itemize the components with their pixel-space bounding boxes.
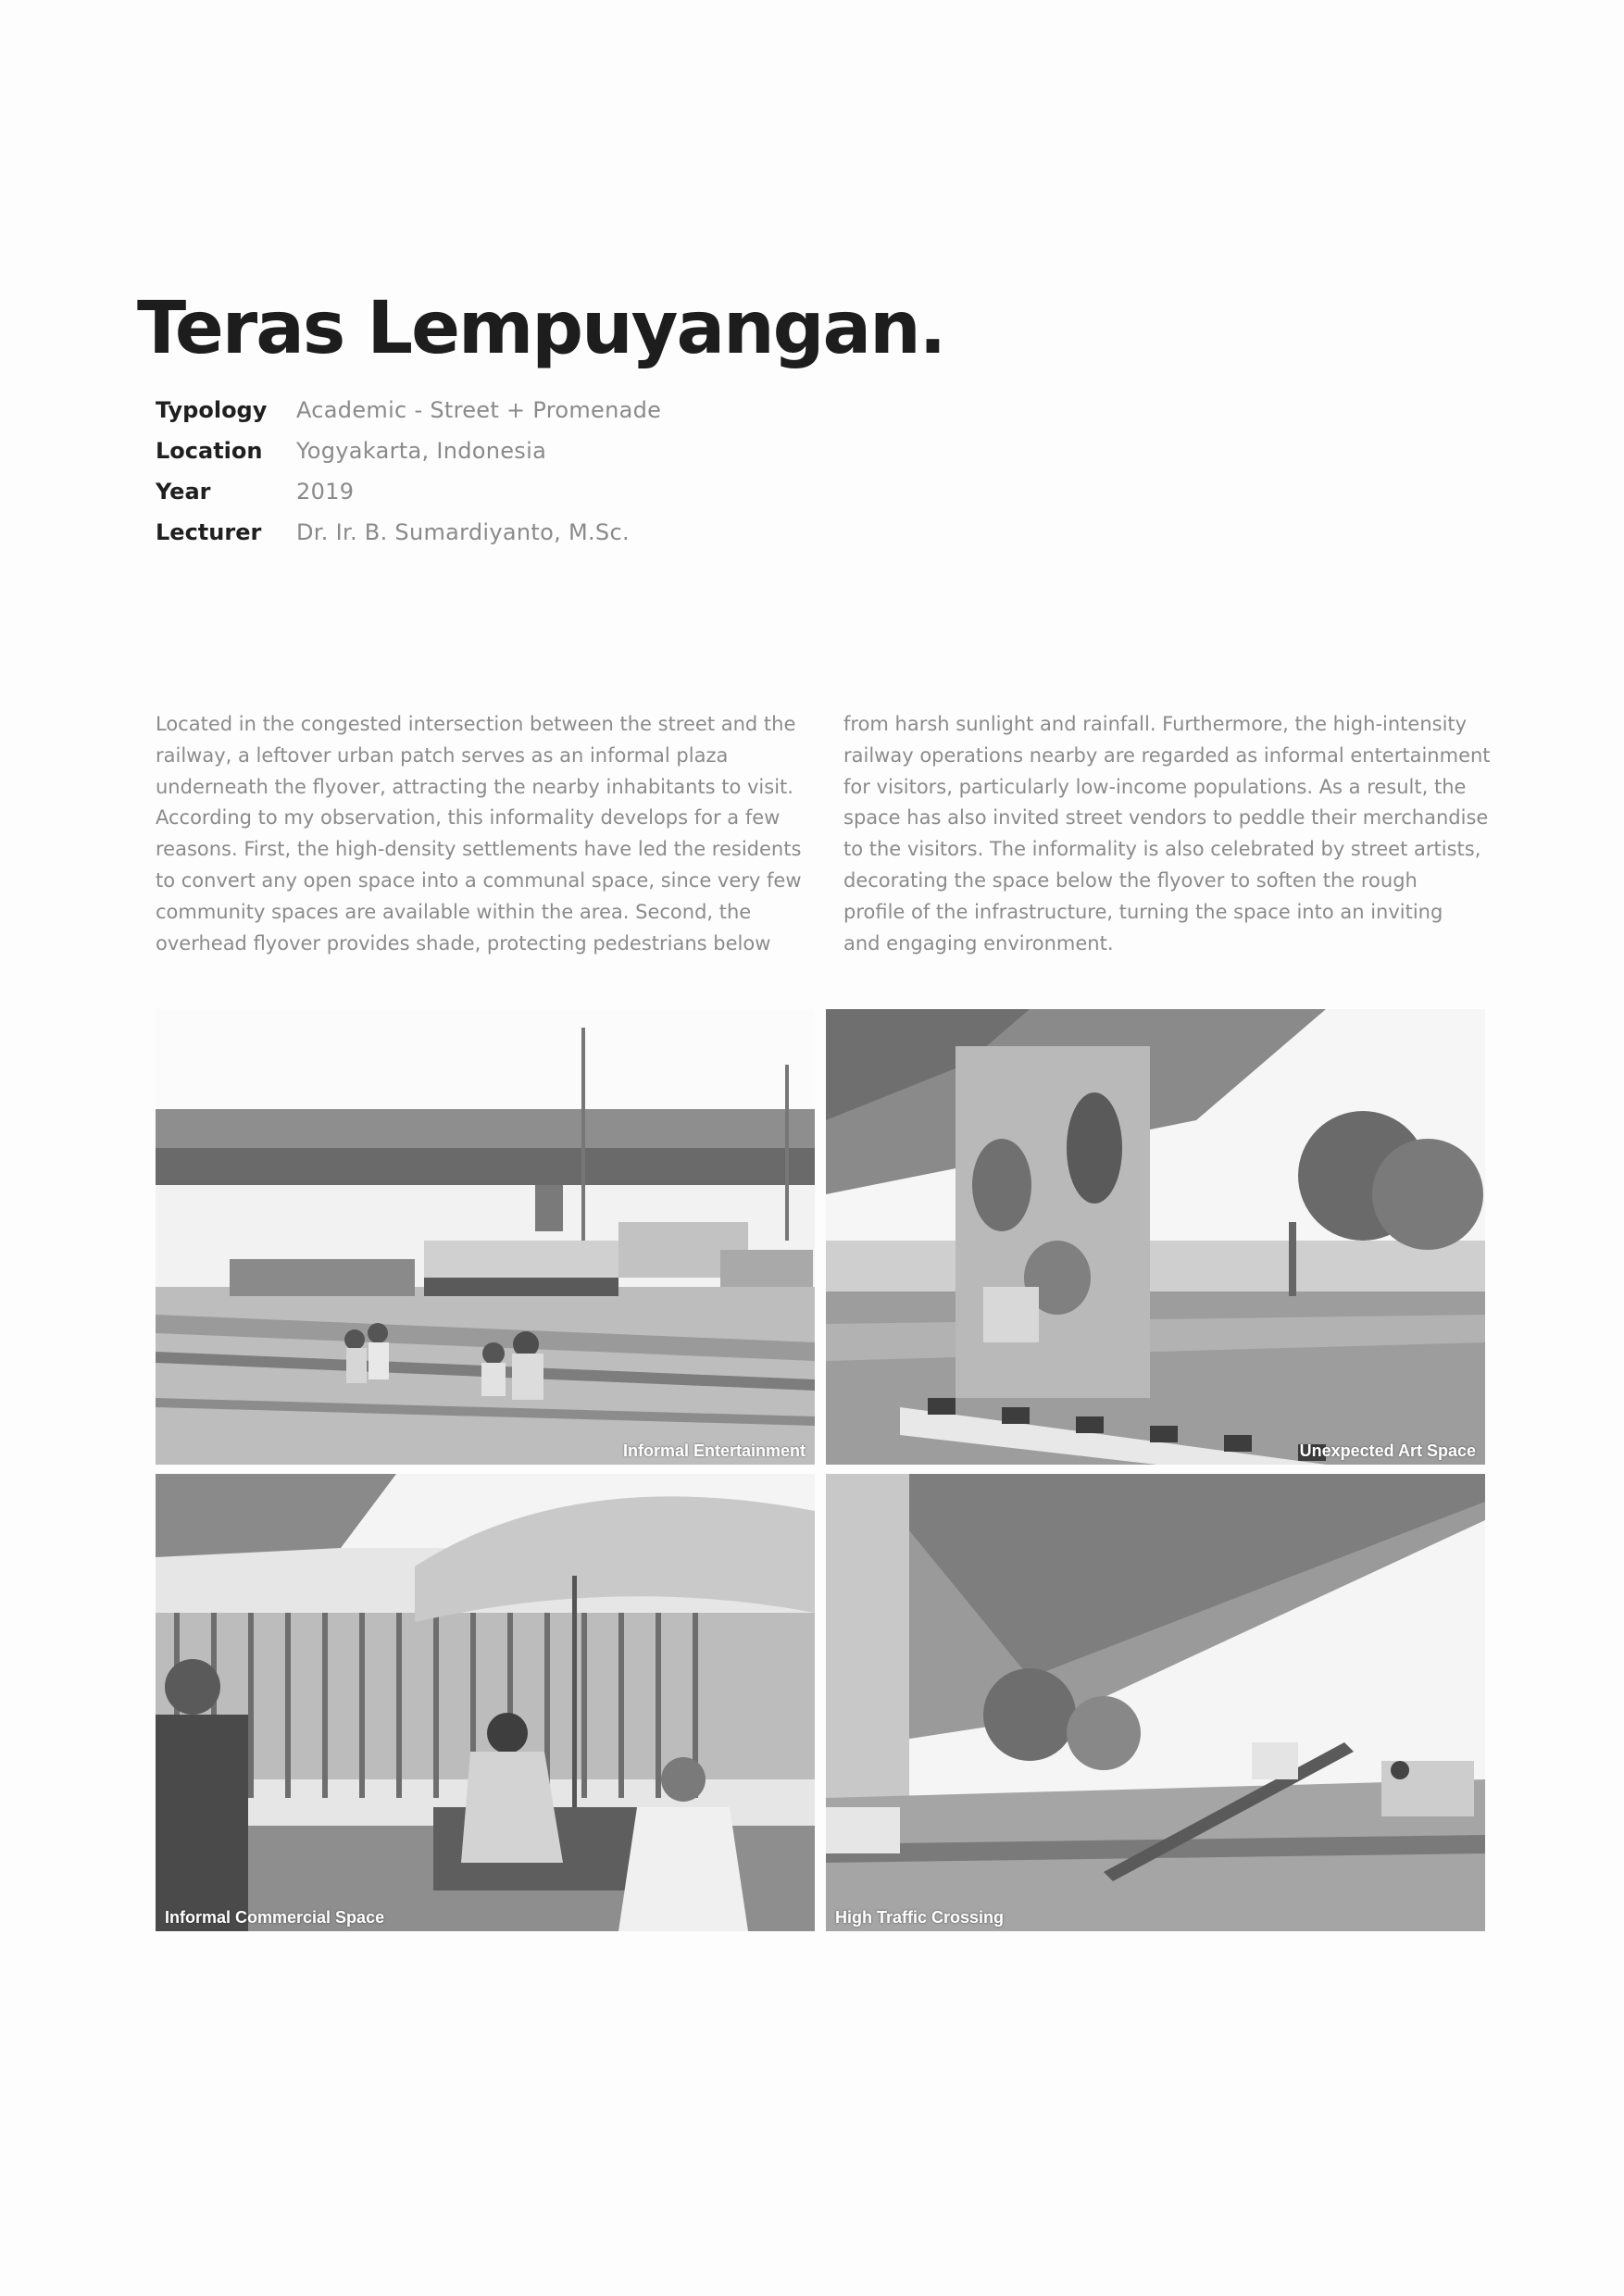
meta-value: Dr. Ir. B. Sumardiyanto, M.Sc. xyxy=(296,519,630,545)
photo-informal-entertainment xyxy=(156,1009,815,1465)
text-line: underneath the flyover, attracting the nearby inhabitants to visit. xyxy=(156,775,793,798)
project-meta xyxy=(156,390,661,553)
photo-caption: High Traffic Crossing xyxy=(835,1908,1005,1927)
project-title: Teras Lempuyangan. xyxy=(137,287,945,370)
text-line: profile of the infrastructure, turning the space into an inviting xyxy=(843,900,1443,923)
meta-value: 2019 xyxy=(296,479,355,505)
photo-informal-commercial-space xyxy=(156,1474,815,1931)
photo-caption: Informal Entertainment xyxy=(622,1441,806,1460)
description-right-column xyxy=(843,709,1492,959)
text-line: community spaces are available within the area. Second, the xyxy=(156,900,752,923)
text-line: reasons. First, the high-density settlements have led the residents xyxy=(156,838,802,861)
text-line: According to my observation, this informality develops for a few xyxy=(156,806,781,830)
text-line: to convert any open space into a communal space, since very few xyxy=(156,868,802,892)
photo-caption: Unexpected Art Space xyxy=(1299,1441,1476,1460)
meta-value: Yogyakarta, Indonesia xyxy=(296,438,547,464)
meta-key: Lecturer xyxy=(156,519,262,545)
text-line: overhead flyover provides shade, protecting pedestrians below xyxy=(156,931,771,955)
street-vendor-photo xyxy=(156,1474,815,1931)
text-line: decorating the space below the flyover to soften the rough xyxy=(843,868,1418,892)
text-line: from harsh sunlight and rainfall. Furthermore, the high-intensity xyxy=(843,713,1468,735)
meta-row-typology xyxy=(156,390,661,430)
painted-pillar-photo xyxy=(826,1009,1485,1465)
meta-key: Year xyxy=(156,479,211,505)
meta-row-lecturer xyxy=(156,512,661,553)
text-line: to the visitors. The informality is also celebrated by street artists, xyxy=(843,838,1481,861)
railway-crossing-photo xyxy=(826,1474,1485,1931)
text-line: railway, a leftover urban patch serves as an informal plaza xyxy=(156,743,729,767)
text-line: and engaging environment. xyxy=(843,931,1114,955)
meta-key: Location xyxy=(156,438,263,464)
text-line: Located in the congested intersection between the street and the xyxy=(156,713,796,735)
meta-key: Typology xyxy=(156,397,268,423)
text-line: railway operations nearby are regarded as informal entertainment xyxy=(843,743,1491,767)
photo-high-traffic-crossing xyxy=(826,1474,1485,1931)
photo-caption: Informal Commercial Space xyxy=(165,1908,385,1927)
flyover-railway-photo xyxy=(156,1009,815,1465)
meta-value: Academic - Street + Promenade xyxy=(296,397,662,423)
text-line: for visitors, particularly low-income populations. As a result, the xyxy=(843,775,1467,798)
meta-row-location xyxy=(156,430,661,471)
description-left-column xyxy=(156,709,815,959)
text-line: space has also invited street vendors to peddle their merchandise xyxy=(843,806,1489,830)
meta-row-year xyxy=(156,471,661,512)
photo-unexpected-art-space xyxy=(826,1009,1485,1465)
